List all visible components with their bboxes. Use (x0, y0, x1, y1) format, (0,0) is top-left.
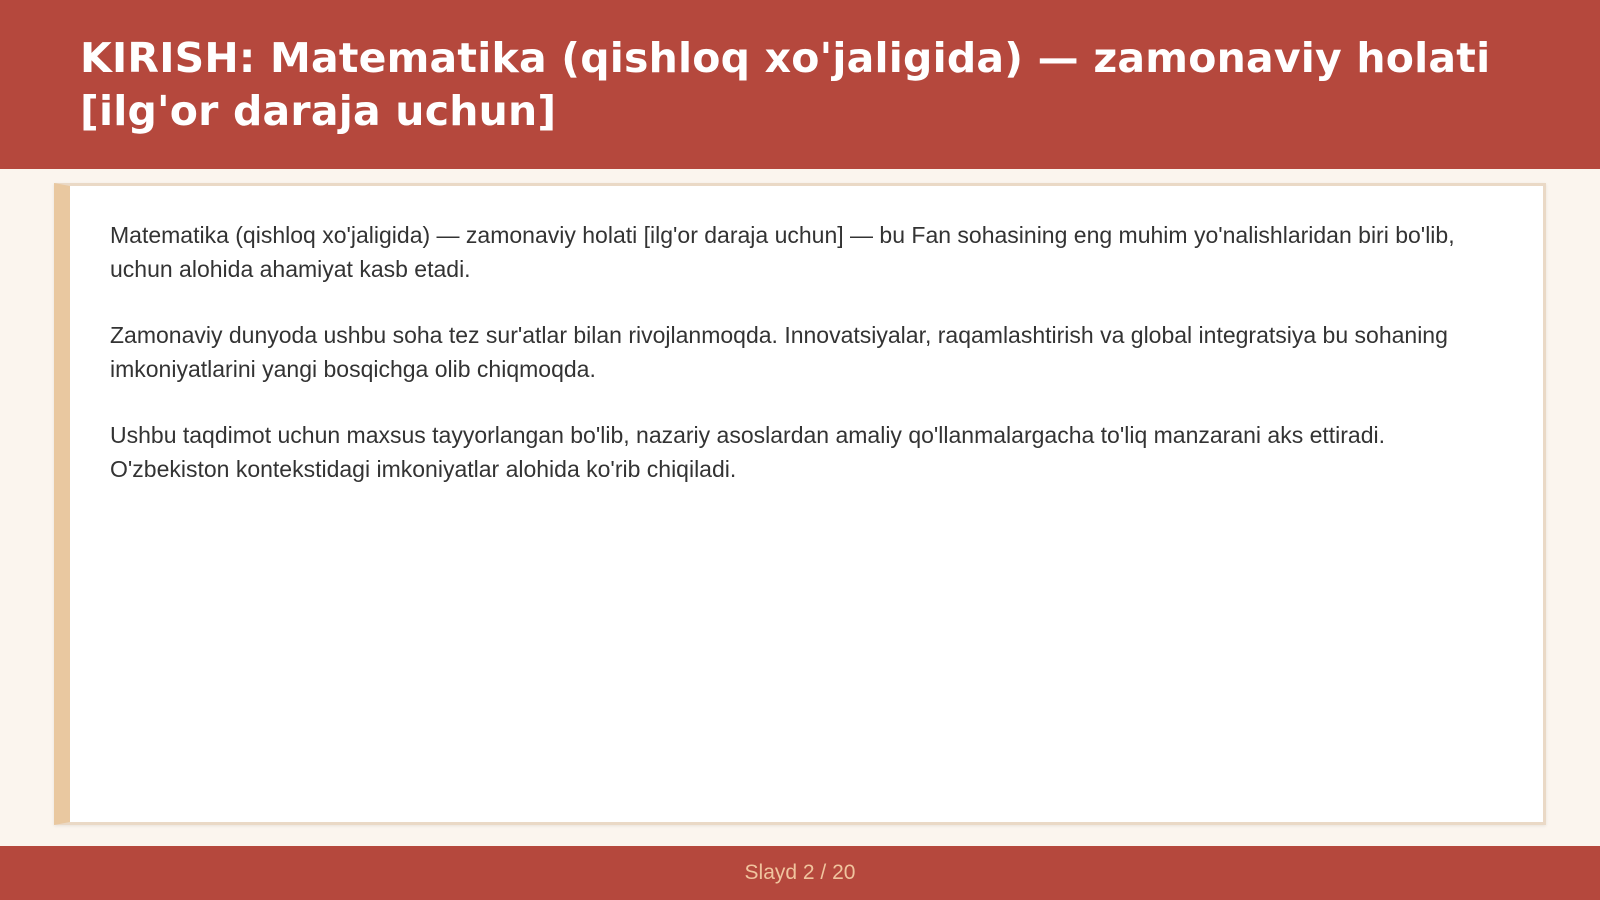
paragraph-intro: Matematika (qishloq xo'jaligida) — zamonaviy holati [ilg'or daraja uchun] — bu Fan sohasining eng muhim yo'nalishlaridan biri bo'lib, uchun alohida ahamiyat kasb etadi. (110, 222, 1455, 282)
content-card (54, 183, 1546, 825)
paragraph-modern: Zamonaviy dunyoda ushbu soha tez sur'atlar bilan rivojlanmoqda. Innovatsiyalar, raqamlashtirish va global integratsiya bu sohaning imkoniyatlarini yangi bosqichga olib chiqmoqda. (110, 322, 1448, 382)
slide-header (0, 0, 1600, 169)
slide-footer (0, 846, 1600, 900)
paragraph-presentation: Ushbu taqdimot uchun maxsus tayyorlangan bo'lib, nazariy asoslardan amaliy qo'llanmalargacha to'liq manzarani aks ettiradi. O'zbekiston kontekstidagi imkoniyatlar alohida ko'rib chiqiladi. (110, 422, 1386, 482)
slide-counter: Slayd 2 / 20 (744, 861, 856, 884)
slide-title: KIRISH: Matematika (qishloq xo'jaligida) — zamonaviy holati [ilg'or daraja uchun] (80, 34, 1491, 135)
